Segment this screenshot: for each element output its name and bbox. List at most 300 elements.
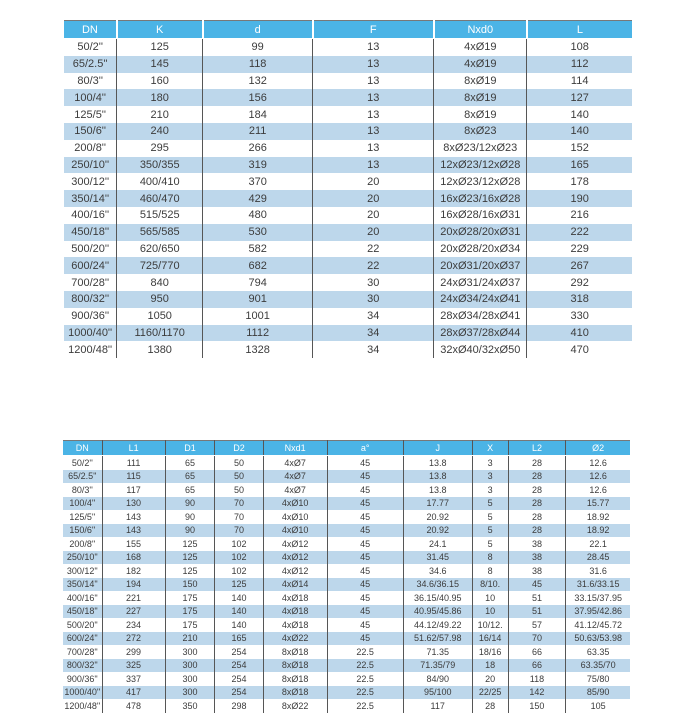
column-header: d <box>203 21 313 39</box>
table-cell: 140 <box>527 106 632 123</box>
table-cell: 34 <box>313 308 434 325</box>
table-cell: 34.6 <box>403 564 472 578</box>
table-cell: 108 <box>527 39 632 56</box>
table-cell: 4xØ19 <box>434 39 527 56</box>
table-cell: 254 <box>215 686 263 700</box>
table-cell: 118 <box>508 672 566 686</box>
table-cell: 65 <box>165 456 215 470</box>
table-cell: 80/3'' <box>71 484 93 495</box>
table-cell: 515/525 <box>117 207 203 224</box>
table-row <box>63 470 630 484</box>
table-cell: 45 <box>327 618 403 632</box>
table-cell: 31.45 <box>403 551 472 565</box>
table-cell: 13 <box>313 56 434 73</box>
header-row <box>63 441 630 456</box>
table-row <box>64 241 632 258</box>
table-cell: 140 <box>215 605 263 619</box>
table-cell: 222 <box>527 224 632 241</box>
table-cell: 28 <box>472 699 508 713</box>
table-cell: 65/2.5'' <box>72 58 108 71</box>
table-cell: 4xØ7 <box>263 483 327 497</box>
column-header: a° <box>327 441 403 456</box>
table-row <box>63 672 630 686</box>
table-cell: 298 <box>215 699 263 713</box>
table-cell: 28 <box>508 510 566 524</box>
table-cell: 150 <box>508 699 566 713</box>
table-cell: 65 <box>165 470 215 484</box>
table-cell: 30 <box>313 291 434 308</box>
table-row <box>64 308 632 325</box>
table-cell: 70 <box>508 632 566 646</box>
table-cell: 117 <box>403 699 472 713</box>
table-cell: 22.5 <box>327 672 403 686</box>
table-cell: 700/28'' <box>66 646 98 657</box>
table-cell: 102 <box>215 537 263 551</box>
table-row <box>64 257 632 274</box>
table-cell: 4xØ10 <box>263 524 327 538</box>
table-cell: 227 <box>102 605 165 619</box>
table-cell: 28.45 <box>566 551 630 565</box>
table-cell: 16/14 <box>472 632 508 646</box>
table-cell: 12.6 <box>566 483 630 497</box>
column-header: X <box>472 441 508 456</box>
table-cell: 530 <box>203 224 313 241</box>
table-cell: 565/585 <box>117 224 203 241</box>
table-cell: 8xØ23/12xØ23 <box>434 140 527 157</box>
table-cell: 350/355 <box>117 157 203 174</box>
table-cell: 8xØ19 <box>434 73 527 90</box>
table-cell: 194 <box>102 578 165 592</box>
table-cell: 20 <box>313 207 434 224</box>
table-cell: 20 <box>313 173 434 190</box>
table-cell: 45 <box>327 564 403 578</box>
table-cell: 295 <box>117 140 203 157</box>
table-cell: 20.92 <box>403 510 472 524</box>
table-cell: 300/12'' <box>71 175 110 188</box>
table-cell: 13 <box>313 157 434 174</box>
table-cell: 45 <box>327 591 403 605</box>
table-row <box>64 123 632 140</box>
table-cell: 8xØ18 <box>263 659 327 673</box>
table-cell: 165 <box>215 632 263 646</box>
table-cell: 4xØ7 <box>263 456 327 470</box>
table-cell: 155 <box>102 537 165 551</box>
table-cell: 22.5 <box>327 699 403 713</box>
table-cell: 20.92 <box>403 524 472 538</box>
column-header: DN <box>64 21 117 39</box>
table-cell: 600/24'' <box>66 633 98 644</box>
table-row <box>63 618 630 632</box>
table-cell: 13 <box>313 123 434 140</box>
table-cell: 254 <box>215 659 263 673</box>
table-cell: 190 <box>527 190 632 207</box>
table-cell: 182 <box>102 564 165 578</box>
table-cell: 16xØ23/16xØ28 <box>434 190 527 207</box>
table-cell: 65 <box>165 483 215 497</box>
table-row <box>63 605 630 619</box>
table-row <box>64 341 632 358</box>
table-cell: 13 <box>313 140 434 157</box>
table-cell: 5 <box>472 524 508 538</box>
table-cell: 20 <box>313 190 434 207</box>
table-cell: 150 <box>165 578 215 592</box>
table-cell: 500/20'' <box>66 619 98 630</box>
table-cell: 4xØ22 <box>263 632 327 646</box>
table-cell: 8xØ23 <box>434 123 527 140</box>
column-header: L <box>527 21 632 39</box>
table-cell: 950 <box>117 291 203 308</box>
table-row <box>64 73 632 90</box>
table-cell: 24xØ34/24xØ41 <box>434 291 527 308</box>
table-cell: 180 <box>117 89 203 106</box>
table-cell: 145 <box>117 56 203 73</box>
table-cell: 300 <box>165 645 215 659</box>
table-cell: 37.95/42.86 <box>566 605 630 619</box>
table-cell: 370 <box>203 173 313 190</box>
table-cell: 4xØ18 <box>263 618 327 632</box>
table-cell: 63.35 <box>566 645 630 659</box>
table-cell: 31.6/33.15 <box>566 578 630 592</box>
table-cell: 41.12/45.72 <box>566 618 630 632</box>
table-cell: 1112 <box>203 325 313 342</box>
table-cell: 22.1 <box>566 537 630 551</box>
table-cell: 20 <box>472 672 508 686</box>
table-cell: 210 <box>165 632 215 646</box>
table-cell: 1000/40'' <box>64 687 101 698</box>
table-cell: 20 <box>313 224 434 241</box>
table-cell: 300/12'' <box>66 565 98 576</box>
table-cell: 4xØ18 <box>263 591 327 605</box>
table-cell: 300 <box>165 672 215 686</box>
table-cell: 300 <box>165 659 215 673</box>
table-cell: 3 <box>472 470 508 484</box>
table-cell: 4xØ18 <box>263 605 327 619</box>
table-cell: 125/5'' <box>74 108 107 121</box>
table-cell: 115 <box>102 470 165 484</box>
table-cell: 267 <box>527 257 632 274</box>
table-cell: 125 <box>165 551 215 565</box>
table-cell: 254 <box>215 645 263 659</box>
table-row <box>63 578 630 592</box>
table-cell: 45 <box>327 483 403 497</box>
table-cell: 450/18'' <box>66 606 98 617</box>
table-cell: 118 <box>203 56 313 73</box>
table-cell: 105 <box>566 699 630 713</box>
table-row <box>64 291 632 308</box>
table-row <box>64 39 632 56</box>
table-cell: 410 <box>527 325 632 342</box>
table-cell: 292 <box>527 274 632 291</box>
table-cell: 1200/48'' <box>68 343 113 356</box>
table-cell: 125 <box>165 564 215 578</box>
column-header: F <box>313 21 434 39</box>
table-cell: 71.35/79 <box>403 659 472 673</box>
table-cell: 28xØ34/28xØ41 <box>434 308 527 325</box>
table-cell: 127 <box>527 89 632 106</box>
table-cell: 160 <box>117 73 203 90</box>
table-cell: 10/12. <box>472 618 508 632</box>
table-cell: 8 <box>472 551 508 565</box>
table-row <box>64 106 632 123</box>
table-cell: 8xØ18 <box>263 686 327 700</box>
table-cell: 234 <box>102 618 165 632</box>
table-row <box>63 524 630 538</box>
table-cell: 13.8 <box>403 456 472 470</box>
table-cell: 22.5 <box>327 645 403 659</box>
table-cell: 800/32'' <box>66 660 98 671</box>
table-cell: 4xØ19 <box>434 56 527 73</box>
table-row <box>63 591 630 605</box>
table-row <box>64 157 632 174</box>
table-cell: 250/10'' <box>71 158 110 171</box>
table-cell: 300 <box>165 686 215 700</box>
table-cell: 28 <box>508 470 566 484</box>
table-cell: 13 <box>313 106 434 123</box>
table-cell: 13.8 <box>403 483 472 497</box>
table-cell: 12.6 <box>566 470 630 484</box>
table-row <box>63 699 630 713</box>
table-cell: 84/90 <box>403 672 472 686</box>
column-header: D2 <box>215 441 263 456</box>
table-row <box>64 274 632 291</box>
table-cell: 28 <box>508 456 566 470</box>
table-cell: 18.92 <box>566 524 630 538</box>
table-cell: 1200/48'' <box>64 700 101 711</box>
table-cell: 175 <box>165 618 215 632</box>
table-cell: 18/16 <box>472 645 508 659</box>
table-cell: 325 <box>102 659 165 673</box>
table-cell: 4xØ14 <box>263 578 327 592</box>
table-cell: 50.63/53.98 <box>566 632 630 646</box>
table-cell: 34.6/36.15 <box>403 578 472 592</box>
table-row <box>64 89 632 106</box>
table-cell: 417 <box>102 686 165 700</box>
table-cell: 478 <box>102 699 165 713</box>
table-cell: 22 <box>313 257 434 274</box>
table-cell: 44.12/49.22 <box>403 618 472 632</box>
table-cell: 22.5 <box>327 659 403 673</box>
table-cell: 38 <box>508 564 566 578</box>
table-cell: 95/100 <box>403 686 472 700</box>
column-header: DN <box>63 441 102 456</box>
table-cell: 100/4'' <box>74 91 107 104</box>
table-cell: 8xØ19 <box>434 106 527 123</box>
table-cell: 4xØ12 <box>263 551 327 565</box>
table-cell: 600/24'' <box>71 259 110 272</box>
table-cell: 1160/1170 <box>117 325 203 342</box>
table-cell: 175 <box>165 591 215 605</box>
table-cell: 266 <box>203 140 313 157</box>
table-cell: 1001 <box>203 308 313 325</box>
table-cell: 184 <box>203 106 313 123</box>
column-header: J <box>403 441 472 456</box>
table-cell: 156 <box>203 89 313 106</box>
table-row <box>63 659 630 673</box>
table-cell: 24xØ31/24xØ37 <box>434 274 527 291</box>
table-cell: 337 <box>102 672 165 686</box>
table-row <box>64 207 632 224</box>
table-cell: 125/5'' <box>69 511 96 522</box>
table-cell: 8xØ18 <box>263 645 327 659</box>
table-cell: 100/4'' <box>69 498 96 509</box>
table-cell: 8xØ22 <box>263 699 327 713</box>
table-row <box>63 632 630 646</box>
column-header: Nxd1 <box>263 441 327 456</box>
table-cell: 13 <box>313 73 434 90</box>
table-cell: 28 <box>508 524 566 538</box>
table-cell: 45 <box>327 605 403 619</box>
table-cell: 8 <box>472 564 508 578</box>
table-cell: 117 <box>102 483 165 497</box>
table-cell: 480 <box>203 207 313 224</box>
table-cell: 4xØ7 <box>263 470 327 484</box>
table-cell: 71.35 <box>403 645 472 659</box>
table-cell: 45 <box>508 578 566 592</box>
table-cell: 51.62/57.98 <box>403 632 472 646</box>
table-cell: 221 <box>102 591 165 605</box>
table-row <box>64 173 632 190</box>
column-header: Nxd0 <box>434 21 527 39</box>
table-cell: 130 <box>102 497 165 511</box>
table-cell: 34 <box>313 325 434 342</box>
table-cell: 143 <box>102 524 165 538</box>
table-cell: 582 <box>203 241 313 258</box>
table-row <box>63 551 630 565</box>
table-cell: 17.77 <box>403 497 472 511</box>
table-cell: 10 <box>472 591 508 605</box>
table-cell: 20xØ28/20xØ34 <box>434 241 527 258</box>
table-cell: 50/2'' <box>77 41 103 54</box>
table-cell: 1380 <box>117 341 203 358</box>
table-row <box>63 497 630 511</box>
table-cell: 70 <box>215 497 263 511</box>
table-cell: 13 <box>313 89 434 106</box>
table-cell: 4xØ10 <box>263 497 327 511</box>
column-header: Ø2 <box>566 441 630 456</box>
table-cell: 318 <box>527 291 632 308</box>
table-cell: 319 <box>203 157 313 174</box>
table-cell: 620/650 <box>117 241 203 258</box>
table-cell: 250/10'' <box>66 552 98 563</box>
table-cell: 45 <box>327 632 403 646</box>
table-cell: 5 <box>472 497 508 511</box>
table-cell: 45 <box>327 578 403 592</box>
table-cell: 4xØ10 <box>263 510 327 524</box>
table-cell: 13 <box>313 39 434 56</box>
table-cell: 725/770 <box>117 257 203 274</box>
table-cell: 50 <box>215 483 263 497</box>
table-cell: 32xØ40/32xØ50 <box>434 341 527 358</box>
table-cell: 45 <box>327 456 403 470</box>
table-cell: 900/36'' <box>66 673 98 684</box>
table-cell: 28 <box>508 497 566 511</box>
column-header: D1 <box>165 441 215 456</box>
table-cell: 45 <box>327 551 403 565</box>
table-row <box>63 537 630 551</box>
table-cell: 254 <box>215 672 263 686</box>
table-cell: 143 <box>102 510 165 524</box>
table-cell: 34 <box>313 341 434 358</box>
table-cell: 38 <box>508 537 566 551</box>
table-cell: 901 <box>203 291 313 308</box>
table-cell: 150/6'' <box>74 125 107 138</box>
table-cell: 8/10. <box>472 578 508 592</box>
table-cell: 57 <box>508 618 566 632</box>
table-cell: 840 <box>117 274 203 291</box>
table-cell: 50 <box>215 470 263 484</box>
table-cell: 90 <box>165 497 215 511</box>
table-cell: 900/36'' <box>71 310 110 323</box>
table-cell: 28 <box>508 483 566 497</box>
table-cell: 102 <box>215 551 263 565</box>
table-cell: 50/2'' <box>71 457 93 468</box>
table-cell: 216 <box>527 207 632 224</box>
table-cell: 45 <box>327 470 403 484</box>
table-cell: 80/3'' <box>77 74 103 87</box>
table-cell: 299 <box>102 645 165 659</box>
table-cell: 211 <box>203 123 313 140</box>
flange-top-dimensions <box>64 20 632 358</box>
table-cell: 800/32'' <box>71 293 110 306</box>
table-cell: 20xØ28/20xØ31 <box>434 224 527 241</box>
table-cell: 65/2.5'' <box>68 471 97 482</box>
table-cell: 33.15/37.95 <box>566 591 630 605</box>
table-cell: 240 <box>117 123 203 140</box>
table-cell: 45 <box>327 510 403 524</box>
table-cell: 152 <box>527 140 632 157</box>
table-row <box>64 140 632 157</box>
table-cell: 18 <box>472 659 508 673</box>
table-cell: 125 <box>215 578 263 592</box>
table-cell: 1000/40'' <box>68 326 113 339</box>
table-cell: 5 <box>472 510 508 524</box>
table-cell: 13.8 <box>403 470 472 484</box>
table-cell: 400/16'' <box>66 592 98 603</box>
table-cell: 700/28'' <box>71 276 110 289</box>
table-cell: 500/20'' <box>71 242 110 255</box>
table-cell: 682 <box>203 257 313 274</box>
header-row <box>64 21 632 39</box>
table-cell: 16xØ28/16xØ31 <box>434 207 527 224</box>
table-cell: 99 <box>203 39 313 56</box>
table-cell: 8xØ19 <box>434 89 527 106</box>
table-cell: 24.1 <box>403 537 472 551</box>
table-row <box>63 645 630 659</box>
table-cell: 400/16'' <box>71 209 110 222</box>
table-cell: 12xØ23/12xØ28 <box>434 173 527 190</box>
table-row <box>63 483 630 497</box>
table-cell: 140 <box>527 123 632 140</box>
table-cell: 45 <box>327 497 403 511</box>
table-cell: 50 <box>215 456 263 470</box>
table-cell: 114 <box>527 73 632 90</box>
table-cell: 90 <box>165 510 215 524</box>
table-cell: 200/8'' <box>69 538 96 549</box>
table-cell: 12xØ23/12xØ28 <box>434 157 527 174</box>
table-cell: 40.95/45.86 <box>403 605 472 619</box>
table-cell: 4xØ12 <box>263 537 327 551</box>
table-cell: 150/6'' <box>69 525 96 536</box>
table-cell: 31.6 <box>566 564 630 578</box>
table-row <box>63 510 630 524</box>
table-cell: 38 <box>508 551 566 565</box>
table-cell: 1050 <box>117 308 203 325</box>
table-cell: 350 <box>165 699 215 713</box>
table-cell: 22 <box>313 241 434 258</box>
table-row <box>64 325 632 342</box>
table-cell: 460/470 <box>117 190 203 207</box>
table-cell: 140 <box>215 591 263 605</box>
